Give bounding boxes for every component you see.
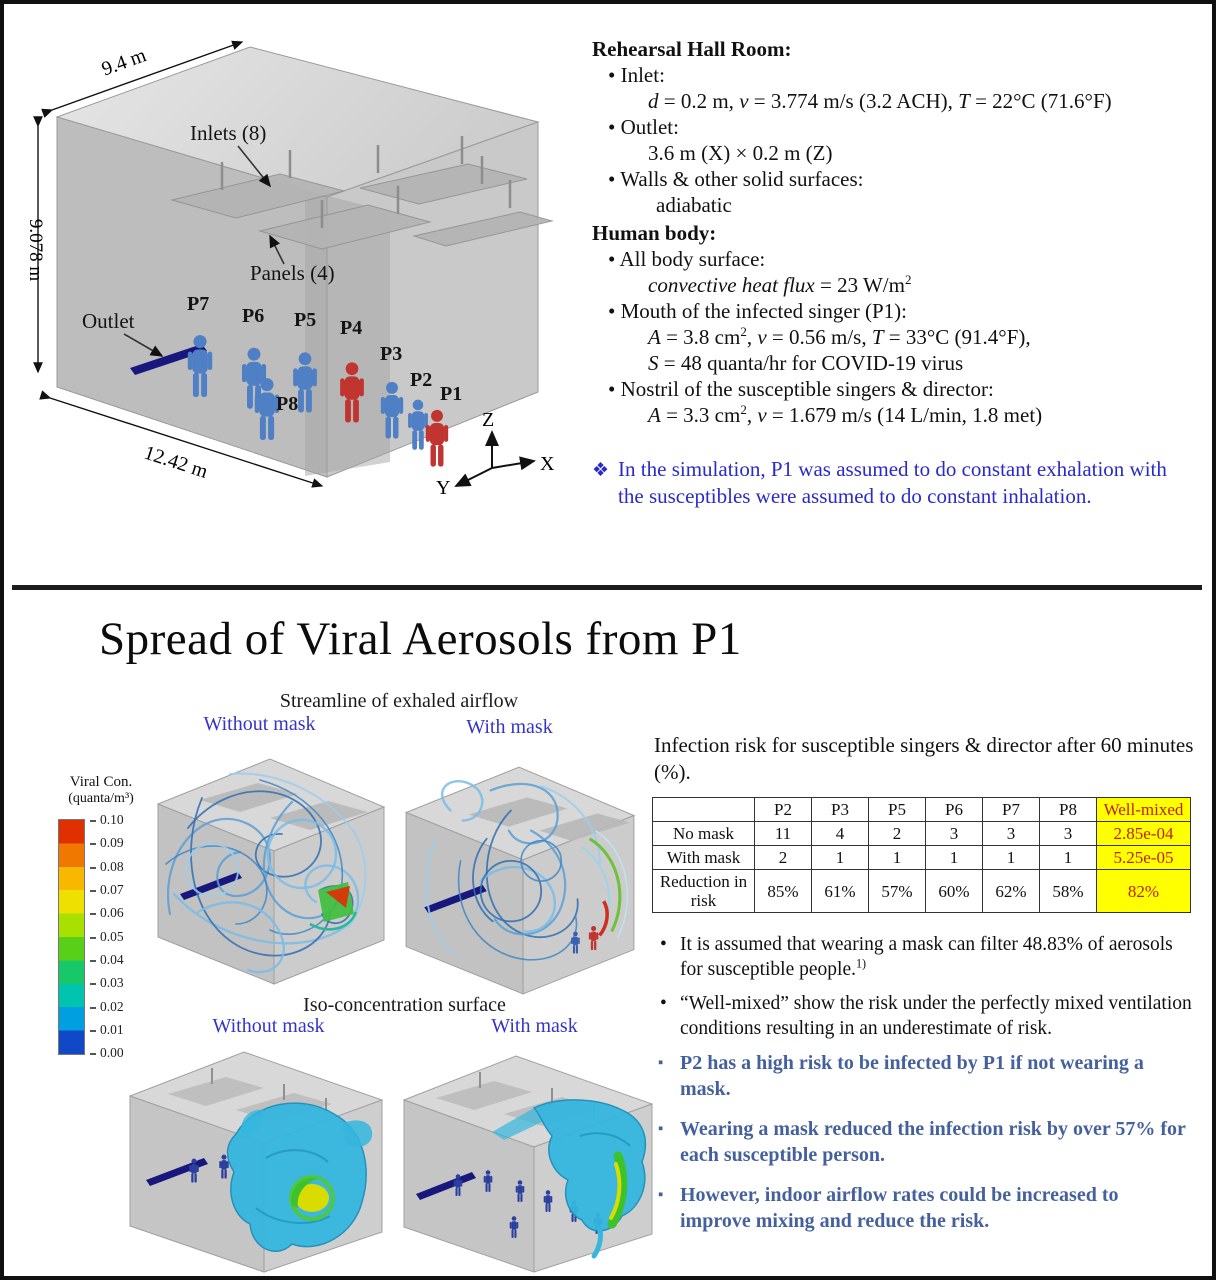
boundary-conditions-text (592, 34, 1196, 428)
col-header-p3: P3 (812, 798, 869, 822)
conclusion-p2-risk: ▪ P2 has a high risk to be infected by P1 if not wearing a mask. (654, 1050, 1192, 1102)
svg-text:P8: P8 (276, 393, 299, 415)
streamline-with-mask-figure (390, 750, 646, 1006)
axis-x-label: X (540, 453, 555, 475)
svg-text:P6: P6 (242, 305, 265, 327)
outlet-label: Outlet (82, 309, 135, 333)
table-header-row (653, 798, 1191, 822)
infection-risk-table (652, 797, 1191, 913)
spec-inlet-value: d = 0.2 m, v = 3.774 m/s (3.2 ACH), T = 22°C (71.6°F) (648, 89, 1112, 113)
table-notes-list (654, 932, 1192, 1050)
svg-text:P4: P4 (340, 317, 363, 339)
slide2-title: Spread of Viral Aerosols from P1 (99, 613, 742, 665)
colorbar-tick: 0.08 (90, 859, 140, 875)
note-well-mixed: • “Well-mixed” show the risk under the perfectly mixed ventilation conditions resulting in an underestimate of risk. (654, 991, 1192, 1041)
panels-label: Panels (4) (250, 261, 335, 285)
row-label: Reduction in risk (653, 870, 755, 913)
colorbar-tick: 0.04 (90, 952, 140, 968)
colorbar-tick: 0.05 (90, 929, 140, 945)
colorbar-tick: 0.09 (90, 835, 140, 851)
specs-heading-body: Human body: (592, 221, 717, 245)
diamond-bullet-icon: ❖ (592, 460, 610, 481)
axis-z-label: Z (482, 409, 495, 431)
colorbar-tick: 0.01 (90, 1022, 140, 1038)
note-mask-filter: • It is assumed that wearing a mask can filter 48.83% of aerosols for susceptible people.$^{1)}$ (654, 932, 1192, 982)
inlets-label: Inlets (8) (190, 121, 267, 145)
spec-nostril: • Nostril of the susceptible singers & director: (592, 376, 1196, 402)
col-header-p7: P7 (983, 798, 1040, 822)
legend-unit: (quanta/m³) (68, 791, 134, 806)
axis-y-label: Y (436, 477, 451, 499)
colorbar (58, 819, 85, 1055)
table-row-no-mask: No mask 11 4 2 3 3 3 2.85e-04 (653, 822, 1191, 846)
table-corner-cell (653, 798, 755, 822)
spec-walls-value: adiabatic (656, 193, 732, 217)
infection-risk-heading: Infection risk for susceptible singers & director after 60 minutes (%). (654, 733, 1194, 784)
streamline-no-mask-figure (142, 742, 396, 996)
mini-room-box (406, 767, 634, 994)
conclusions-list (654, 1050, 1192, 1248)
svg-text:P3: P3 (380, 343, 403, 365)
iso-surface-no-mask-figure (116, 1038, 396, 1280)
row-label: No mask (653, 822, 755, 846)
col-header-p2: P2 (755, 798, 812, 822)
dim-front-label: 12.42 m (141, 441, 211, 483)
simulation-assumption-note (592, 456, 1192, 510)
streamline-without-mask-label: Without mask (203, 713, 316, 735)
col-header-p6: P6 (926, 798, 983, 822)
spec-nostril-value: A = 3.3 $cm^2$, v = 1.679 m/s (14 L/min, 1.8 met) (648, 402, 1043, 427)
spec-mouth: • Mouth of the infected singer (P1): (592, 298, 1196, 324)
spec-outlet-value: 3.6 m (X) × 0.2 m (Z) (648, 141, 833, 165)
svg-text:P5: P5 (294, 309, 317, 331)
streamline-with-mask-label: With mask (466, 716, 553, 738)
colorbar-tick: 0.06 (90, 905, 140, 921)
row-label: With mask (653, 846, 755, 870)
spec-body-surface-value: convective heat flux = 23 $W/m^2$ (648, 272, 912, 297)
spec-mouth-value-2: S = 48 quanta/hr for COVID-19 virus (648, 351, 964, 375)
colorbar-tick: 0.10 (90, 812, 140, 828)
spec-body-surface: • All body surface: (592, 246, 1196, 272)
svg-text:P7: P7 (187, 293, 210, 315)
spec-walls: • Walls & other solid surfaces: (592, 166, 1196, 192)
legend-title: Viral Con. (69, 774, 133, 790)
iso-without-mask-label: Without mask (212, 1015, 325, 1037)
spec-inlet: • Inlet: (592, 62, 1196, 88)
dim-top-label: 9.4 m (98, 44, 150, 81)
conclusion-airflow: ▪ However, indoor airflow rates could be increased to improve mixing and reduce the risk. (654, 1182, 1192, 1234)
table-row-with-mask: With mask 2 1 1 1 1 1 5.25e-05 (653, 846, 1191, 870)
col-header-p5: P5 (869, 798, 926, 822)
spec-mouth-value-1: A = 3.8 $cm^2$, v = 0.56 m/s, T = 33°C (91.4°F), (648, 324, 1031, 349)
rehearsal-hall-room-diagram (22, 38, 574, 500)
conclusion-mask-reduction: ▪ Wearing a mask reduced the infection risk by over 57% for each susceptible person. (654, 1116, 1192, 1168)
spec-outlet: • Outlet: (592, 114, 1196, 140)
streamline-caption: Streamline of exhaled airflow (279, 690, 519, 712)
iso-surface-caption: Iso-concentration surface (303, 994, 506, 1016)
dim-height-label: 9.078 m (25, 218, 46, 282)
col-header-well-mixed: Well-mixed (1097, 798, 1191, 822)
iso-surface-with-mask-figure (392, 1044, 666, 1278)
svg-text:P2: P2 (410, 369, 433, 391)
colorbar-tick: 0.07 (90, 882, 140, 898)
slide-divider-line (12, 585, 1202, 590)
note-text: In the simulation, P1 was assumed to do constant exhalation with the susceptibles were assumed to do constant inhalation. (618, 457, 1167, 508)
iso-with-mask-label: With mask (491, 1015, 578, 1037)
table-row-reduction: Reduction in risk 85% 61% 57% 60% 62% 58% 82% (653, 870, 1191, 913)
col-header-p8: P8 (1040, 798, 1097, 822)
svg-text:P1: P1 (440, 383, 463, 405)
colorbar-tick: 0.02 (90, 999, 140, 1015)
axis-triad (456, 432, 534, 486)
specs-heading-room: Rehearsal Hall Room: (592, 37, 792, 61)
colorbar-tick: 0.00 (90, 1045, 140, 1061)
colorbar-tick: 0.03 (90, 975, 140, 991)
